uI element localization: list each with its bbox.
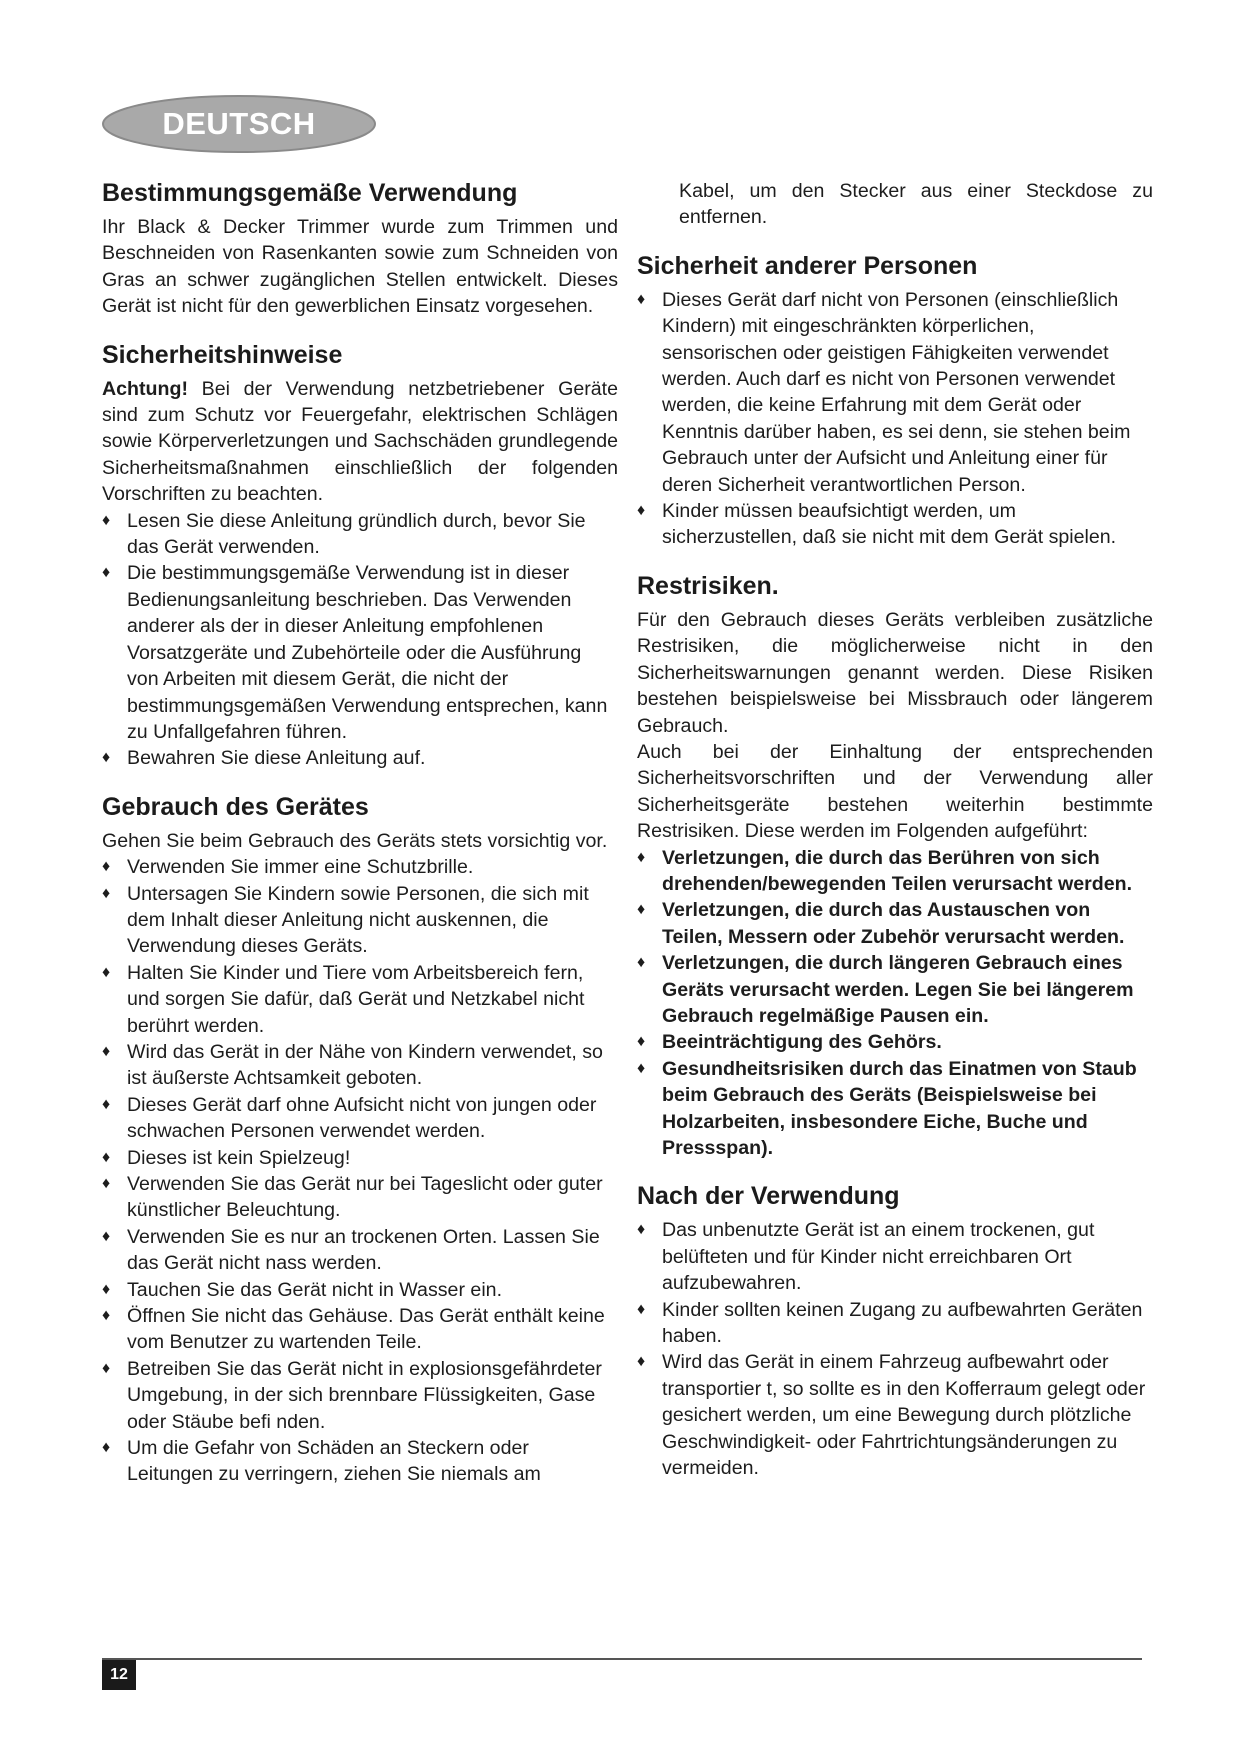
paragraph: Gehen Sie beim Gebrauch des Geräts stets vorsichtig vor. — [102, 829, 608, 852]
list-item: ♦ Wird das Gerät in einem Fahrzeug aufbewahrt oder transportier t, so sollte es in den Kofferraum gelegt oder gesichert werden, um eine Bewegung durch plötzliche Geschwindigkeit- oder Fahrtrichtungsänderungen zu vermeiden. — [637, 1349, 1153, 1481]
section-title: Sicherheit anderer Personen — [637, 251, 978, 280]
list-item: ♦ Bewahren Sie diese Anleitung auf. — [102, 745, 618, 771]
list-item: ♦ Um die Gefahr von Schäden an Steckern oder Leitungen zu verringern, ziehen Sie niemals am — [102, 1435, 618, 1488]
list-item: ♦ Verwenden Sie das Gerät nur bei Tageslicht oder guter künstlicher Beleuchtung. — [102, 1171, 618, 1224]
list-item: ♦ Dieses Gerät darf ohne Aufsicht nicht von jungen oder schwachen Personen verwendet werden. — [102, 1092, 618, 1145]
list-item: ♦ Tauchen Sie das Gerät nicht in Wasser ein. — [102, 1277, 618, 1303]
list-item: ♦ Gesundheitsrisiken durch das Einatmen von Staub beim Gebrauch des Geräts (Beispielsweise bei Holzarbeiten, insbesondere Eiche, Buche und Pressspan). — [637, 1056, 1153, 1162]
list-item: ♦ Wird das Gerät in der Nähe von Kindern verwendet, so ist äußerste Achtsamkeit geboten. — [102, 1039, 618, 1092]
list-item: ♦ Untersagen Sie Kindern sowie Personen, die sich mit dem Inhalt dieser Anleitung nicht auskennen, die Verwendung dieses Geräts. — [102, 881, 618, 960]
list-item: ♦ Verletzungen, die durch das Austauschen von Teilen, Messern oder Zubehör verursacht werden. — [637, 897, 1153, 950]
list-item: ♦ Kinder sollten keinen Zugang zu aufbewahrten Geräten haben. — [637, 1297, 1153, 1350]
section-title: Gebrauch des Gerätes — [102, 792, 369, 821]
section-others-safety — [637, 251, 1153, 551]
list-item: ♦ Verletzungen, die durch das Berühren von sich drehenden/bewegenden Teilen verursacht werden. — [637, 845, 1153, 898]
section-title: Restrisiken. — [637, 571, 779, 600]
list-item: ♦ Lesen Sie diese Anleitung gründlich durch, bevor Sie das Gerät verwenden. — [102, 508, 618, 561]
section-continuation — [637, 178, 1153, 231]
section-title: Sicherheitshinweise — [102, 340, 343, 369]
bullet-list — [637, 845, 1153, 1162]
page-number: 12 — [102, 1660, 136, 1690]
list-item: ♦ Verwenden Sie es nur an trockenen Orten. Lassen Sie das Gerät nicht nass werden. — [102, 1224, 618, 1277]
right-column — [637, 178, 1153, 1501]
paragraph: Für den Gebrauch dieses Geräts verbleiben zusätzliche Restrisiken, die möglicherweise nicht in den Sicherheitswarnungen genannt werden. Diese Risiken bestehen beispielsweise bei Missbrauch oder längerem Gebrauch. — [637, 608, 1153, 737]
warning-text: Bei der Verwendung netzbetriebener Geräte sind zum Schutz vor Feuergefahr, elektrischen Schlägen sowie Körperverletzungen und Sachschäden grundlegende Sicherheitsmaßnahmen einschließlich der folgenden Vorschriften zu beachten. — [102, 377, 618, 506]
section-after-use — [637, 1181, 1153, 1481]
bullet-list — [102, 854, 618, 1488]
section-residual-risks — [637, 571, 1153, 1162]
bullet-list — [637, 287, 1153, 551]
footer-rule — [102, 1658, 1142, 1660]
list-item: ♦ Dieses Gerät darf nicht von Personen (einschließlich Kindern) mit eingeschränkten körperlichen, sensorischen oder geistigen Fähigkeiten verwendet werden. Auch darf es nicht von Personen verwendet werden, die keine Erfahrung mit dem Gerät oder Kenntnis darüber haben, es sei denn, sie stehen beim Gebrauch unter der Aufsicht und Anleitung einer für deren Sicherheit verantwortlichen Person. — [637, 287, 1153, 498]
list-item: ♦ Betreiben Sie das Gerät nicht in explosionsgefährdeter Umgebung, in der sich brennbare Flüssigkeiten, Gase oder Stäube befi nden. — [102, 1356, 618, 1435]
list-item: ♦ Beeinträchtigung des Gehörs. — [637, 1029, 1153, 1055]
list-item: ♦ Verletzungen, die durch längeren Gebrauch eines Geräts verursacht werden. Legen Sie bei längerem Gebrauch regelmäßige Pausen ein. — [637, 950, 1153, 1029]
paragraph: Auch bei der Einhaltung der entsprechenden Sicherheitsvorschriften und der Verwendung aller Sicherheitsgeräte bestehen weiterhin bestimmte Restrisiken. Diese werden im Folgenden aufgeführt: — [637, 740, 1153, 843]
list-item: ♦ Öffnen Sie nicht das Gehäuse. Das Gerät enthält keine vom Benutzer zu wartenden Teile. — [102, 1303, 618, 1356]
section-title: Nach der Verwendung — [637, 1182, 900, 1211]
section-intended-use — [102, 178, 618, 320]
list-item: ♦ Das unbenutzte Gerät ist an einem trockenen, gut belüfteten und für Kinder nicht erreichbaren Ort aufzubewahren. — [637, 1217, 1153, 1296]
section-title: Bestimmungsgemäße Verwendung — [102, 179, 518, 207]
section-safety-notes — [102, 340, 618, 772]
paragraph: Ihr Black & Decker Trimmer wurde zum Trimmen und Beschneiden von Rasenkanten sowie zum Schneiden von Gras an schwer zugänglichen Stellen entwickelt. Dieses Gerät ist nicht für den gewerblichen Einsatz vorgesehen. — [102, 216, 618, 318]
warning-label: Achtung! — [102, 377, 188, 400]
list-item: ♦ Verwenden Sie immer eine Schutzbrille. — [102, 854, 618, 880]
bullet-list — [102, 508, 618, 772]
paragraph — [102, 376, 618, 508]
section-device-use — [102, 792, 618, 1488]
language-badge — [101, 94, 377, 154]
paragraph-continuation: Kabel, um den Stecker aus einer Steckdose zu entfernen. — [679, 180, 1153, 229]
list-item: ♦ Kinder müssen beaufsichtigt werden, um sicherzustellen, daß sie nicht mit dem Gerät spielen. — [637, 498, 1153, 551]
bullet-list — [637, 1217, 1153, 1481]
language-label: DEUTSCH — [162, 106, 316, 141]
list-item: ♦ Die bestimmungsgemäße Verwendung ist in dieser Bedienungsanleitung beschrieben. Das Verwenden anderer als der in dieser Anleitung empfohlenen Vorsatzgeräte und Zubehörteile oder die Ausführung von Arbeiten mit diesem Gerät, die nicht der bestimmungsgemäßen Verwendung entsprechen, kann zu Unfallgefahren führen. — [102, 560, 618, 745]
list-item: ♦ Dieses ist kein Spielzeug! — [102, 1145, 618, 1171]
list-item: ♦ Halten Sie Kinder und Tiere vom Arbeitsbereich fern, und sorgen Sie dafür, daß Gerät und Netzkabel nicht berührt werden. — [102, 960, 618, 1039]
left-column — [102, 178, 618, 1508]
